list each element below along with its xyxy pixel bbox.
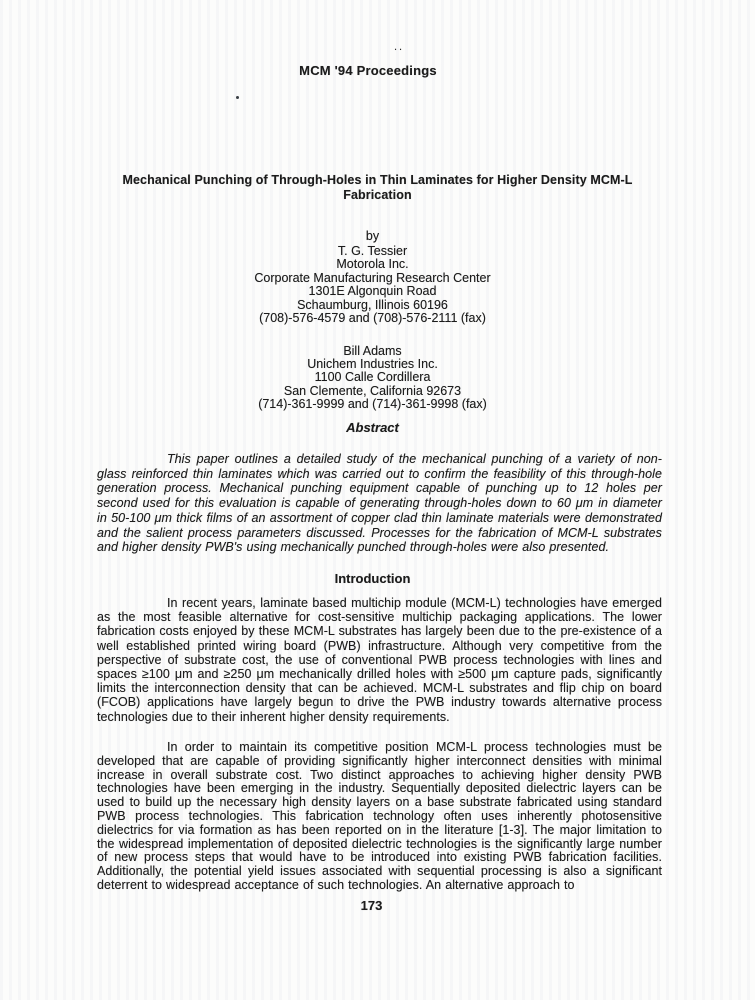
author-city: Schaumburg, Illinois 60196 xyxy=(297,297,448,312)
byline: by xyxy=(365,229,380,243)
introduction-paragraph-1: In recent years, laminate based multichip module (MCM-L) technologies have emerged as the most feasible alternative for cost-sensitive multichip packaging applications. The lower fabrication costs enjoyed by these MCM-L substrates has largely been due to the pre-existence of a well established printed wiring board (PWB) infrastructure. Although very competitive from the perspective of substrate cost, the use of conventional PWB process technologies with lines and spaces ≥100 μm and ≥250 μm mechanically drilled holes with ≥500 μm capture pads, significantly limits the interconnection density that can be achieved. MCM-L substrates and flip chip on board (FCOB) applications have largely begun to drive the PWB industry towards alternative process technologies due to their inherent higher density requirements. xyxy=(97,596,662,724)
author-address: 1301E Algonquin Road xyxy=(308,284,437,299)
introduction-heading: Introduction xyxy=(334,571,411,586)
author-city: San Clemente, California 92673 xyxy=(283,383,462,398)
author-phone: (714)-361-9999 and (714)-361-9998 (fax) xyxy=(258,396,487,411)
introduction-paragraph-2: In order to maintain its competitive position MCM-L process technologies must be developed that are capable of providing significantly higher interconnect densities with minimal increase in overall substrate cost. Two distinct approaches to achieving higher density PWB technologies have been emerging in the industry. Sequentially deposited dielectric layers can be used to build up the necessary high density layers on a base substrate fabricated using standard PWB process technologies. This fabrication technology often uses inherently photosensitive dielectrics for via formation as has been reported on in the literature [1-3]. The major limitation to the widespread implementation of deposited dielectric technologies is the significantly large number of new process steps that would have to be introduced into existing PWB fabrication facilities. Additionally, the potential yield issues associated with sequential processing is also a significant deterrent to widespread acceptance of such technologies. An alternative approach to xyxy=(97,740,662,892)
author-block-adams xyxy=(0,345,745,411)
paper-title: Mechanical Punching of Through-Holes in Thin Laminates for Higher Density MCM-L Fabrication xyxy=(122,173,633,202)
author-name: Bill Adams xyxy=(343,344,402,358)
scan-artifact-speck xyxy=(236,96,239,99)
author-phone: (708)-576-4579 and (708)-576-2111 (fax) xyxy=(259,311,486,326)
page-number: 173 xyxy=(360,898,383,913)
scan-artifact-dots: .. xyxy=(394,41,405,53)
abstract-text: This paper outlines a detailed study of the mechanical punching of a variety of non-glass reinforced thin laminates which was carried out to confirm the feasibility of this through-hole generation process. Mechanical punching equipment capable of punching up to 12 holes per second used for this evaluation is capable of generating through-holes down to 60 μm in diameter in 50-100 μm thick films of an assortment of copper clad thin laminate materials were demonstrated and the salient process parameters discussed. Processes for the fabrication of MCM-L substrates and higher density PWB's using mechanically punched through-holes were also presented. xyxy=(97,452,662,555)
author-company: Motorola Inc. xyxy=(336,257,409,272)
running-header: MCM '94 Proceedings xyxy=(299,63,437,78)
author-block-tessier xyxy=(0,245,745,325)
abstract-heading: Abstract xyxy=(346,420,399,435)
author-company: Unichem Industries Inc. xyxy=(307,357,438,372)
author-division: Corporate Manufacturing Research Center xyxy=(254,270,491,285)
author-address: 1100 Calle Cordillera xyxy=(314,370,431,385)
author-name: T. G. Tessier xyxy=(337,244,408,258)
